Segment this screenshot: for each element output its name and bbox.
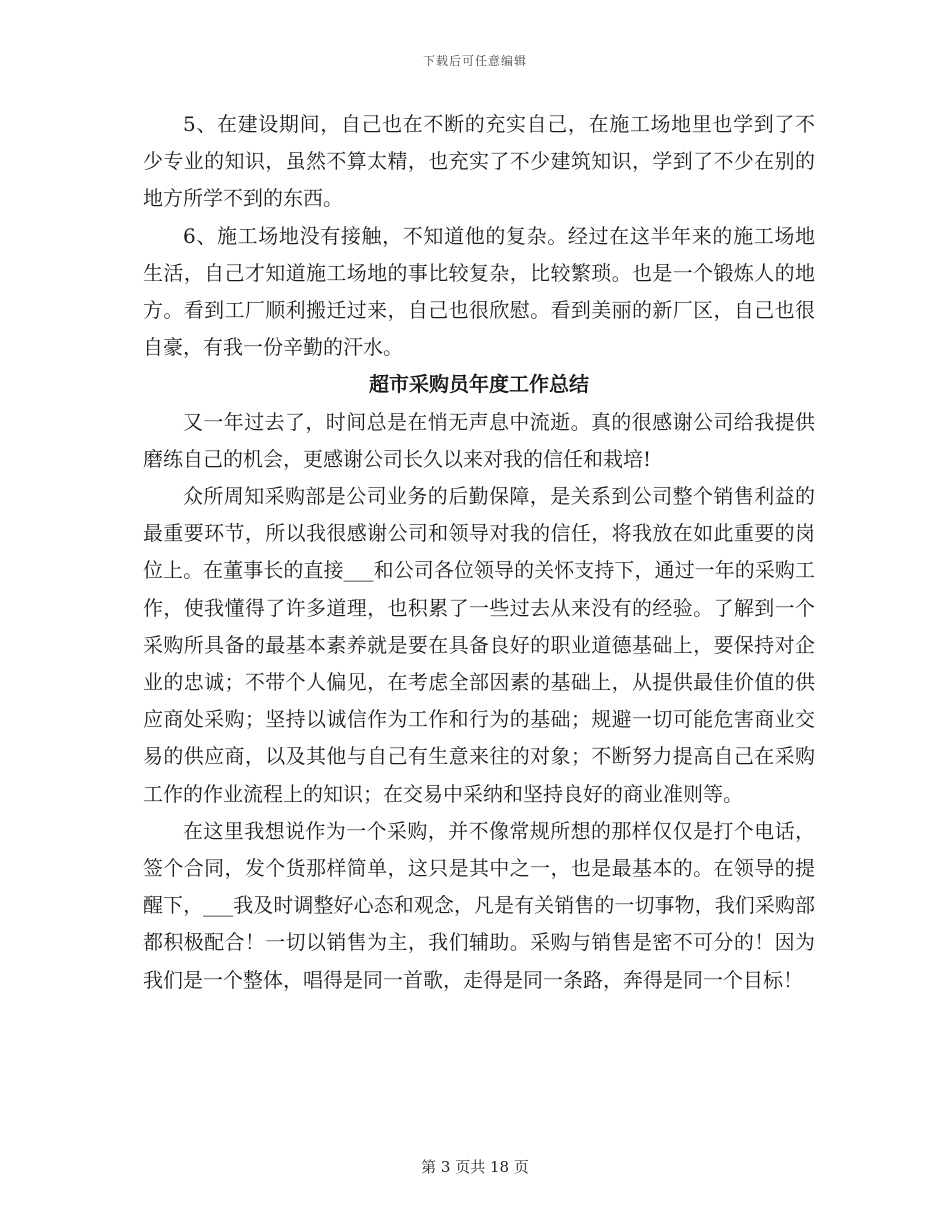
page-header: 下载后可任意编辑 [422,54,527,68]
paragraph-6: 6、施工场地没有接触，不知道他的复杂。经过在这半年来的施工场地生活，自己才知道施工场地的事比较复杂，比较繁琐。也是一个锻炼人的地方。看到工厂顺利搬迁过来，自己也很欣慰。看到美丽的新厂区，自己也很自豪，有我一份辛勤的汗水。 [143,223,815,360]
paragraph-procurement-role: 众所周知采购部是公司业务的后勤保障，是关系到公司整个销售利益的最重要环节，所以我很感谢公司和领导对我的信任，将我放在如此重要的岗位上。在董事长的直接___和公司各位领导的关怀支持下，通过一年的采购工作，使我懂得了许多道理，也积累了一些过去从来没有的经验。了解到一个采购所具备的最基本素养就是要在具备良好的职业道德基础上，要保持对企业的忠诚；不带个人偏见，在考虑全部因素的基础上，从提供最佳价值的供应商处采购；坚持以诚信作为工作和行为的基础；规避一切可能危害商业交易的供应商，以及其他与自己有生意来往的对象；不断努力提高自己在采购工作的作业流程上的知识；在交易中采纳和坚持良好的商业准则等。 [143,484,815,806]
document-body [143,106,815,999]
paragraph-5: 5、在建设期间，自己也在不断的充实自己，在施工场地里也学到了不少专业的知识，虽然不算太精，也充实了不少建筑知识，学到了不少在别的地方所学不到的东西。 [143,112,815,211]
paragraph-cooperation: 在这里我想说作为一个采购，并不像常规所想的那样仅仅是打个电话，签个合同，发个货那样简单，这只是其中之一，也是最基本的。在领导的提醒下，___我及时调整好心态和观念，凡是有关销售的一切事物，我们采购部都积极配合！一切以销售为主，我们辅助。采购与销售是密不可分的！因为我们是一个整体，唱得是同一首歌，走得是同一条路，奔得是同一个目标！ [143,818,815,992]
paragraph-intro: 又一年过去了，时间总是在悄无声息中流逝。真的很感谢公司给我提供磨练自己的机会，更感谢公司长久以来对我的信任和栽培! [143,409,815,471]
section-title: 超市采购员年度工作总结 [369,372,589,397]
page-number: 第 3 页共 18 页 [421,1158,529,1176]
